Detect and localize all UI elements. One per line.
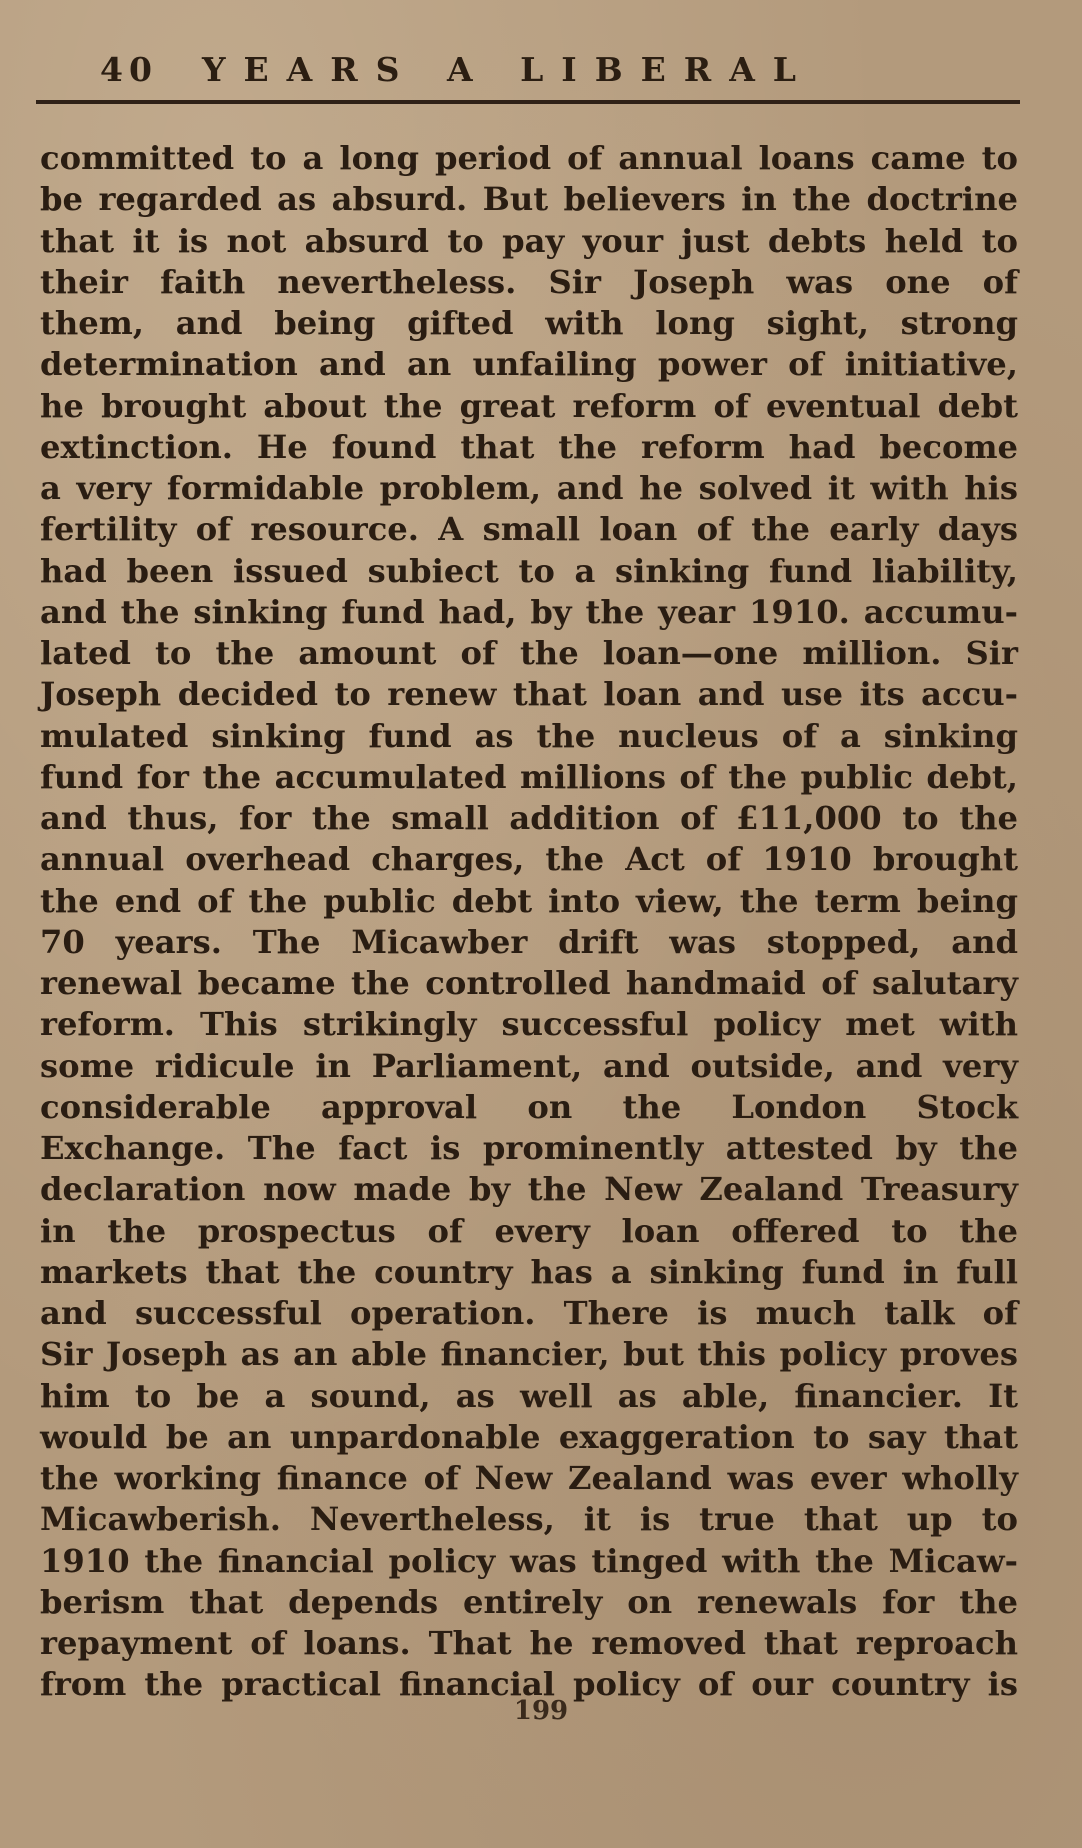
folio-page-number: 199 bbox=[513, 1696, 569, 1726]
text-line: markets that the country has a sinking fund in full bbox=[40, 1252, 1018, 1291]
running-head-title: YEARS A LIBERAL bbox=[201, 49, 815, 89]
text-line: determination and an unfailing power of initiative, bbox=[40, 345, 1018, 384]
text-line: 70 years. The Micawber drift was stopped, and bbox=[40, 922, 1018, 961]
text-line: Joseph decided to renew that loan and use its accu- bbox=[40, 675, 1018, 714]
text-line: Exchange. The fact is prominently attested by the bbox=[40, 1129, 1018, 1167]
text-line: Sir Joseph as an able financier, but this policy proves bbox=[40, 1335, 1018, 1374]
body-paragraph bbox=[40, 138, 1018, 1706]
text-line: the end of the public debt into view, the term being bbox=[40, 881, 1018, 920]
text-line: had been issued subiect to a sinking fund liability, bbox=[40, 551, 1018, 590]
text-line: 1910 the financial policy was tinged with the Micaw- bbox=[40, 1541, 1018, 1580]
text-line: berism that depends entirely on renewals for the bbox=[40, 1582, 1018, 1621]
text-line: would be an unpardonable exaggeration to say that bbox=[40, 1417, 1018, 1456]
text-line: Micawberish. Nevertheless, it is true that up to bbox=[40, 1500, 1018, 1539]
text-line: them, and being gifted with long sight, strong bbox=[40, 304, 1018, 342]
text-line: that it is not absurd to pay your just debts held to bbox=[40, 221, 1018, 260]
text-line: the working finance of New Zealand was ever wholly bbox=[40, 1459, 1018, 1497]
text-line: lated to the amount of the loan—one million. Sir bbox=[40, 634, 1018, 672]
text-line: committed to a long period of annual loans came to bbox=[40, 139, 1018, 177]
running-head-page-number: 40 bbox=[100, 49, 158, 89]
text-line: considerable approval on the London Stock bbox=[40, 1087, 1018, 1126]
text-line: from the practical financial policy of our country is bbox=[40, 1665, 1018, 1704]
text-line: in the prospectus of every loan offered to the bbox=[40, 1211, 1018, 1250]
text-line: their faith nevertheless. Sir Joseph was one of bbox=[40, 262, 1018, 301]
text-line: declaration now made by the New Zealand Treasury bbox=[40, 1170, 1018, 1209]
text-line: annual overhead charges, the Act of 1910 brought bbox=[40, 840, 1018, 879]
running-head bbox=[100, 44, 1000, 94]
text-line: reform. This strikingly successful policy met with bbox=[40, 1005, 1018, 1044]
text-line: fertility of resource. A small loan of the early days bbox=[40, 510, 1018, 549]
text-line: some ridicule in Parliament, and outside, and very bbox=[40, 1046, 1018, 1085]
text-line: renewal became the controlled handmaid of salutary bbox=[40, 964, 1018, 1002]
text-line: he brought about the great reform of eventual debt bbox=[40, 386, 1018, 425]
text-line: fund for the accumulated millions of the public debt, bbox=[40, 757, 1018, 796]
text-line: him to be a sound, as well as able, financier. It bbox=[40, 1376, 1018, 1415]
text-line: be regarded as absurd. But believers in the doctrine bbox=[40, 180, 1018, 219]
header-rule bbox=[36, 100, 1020, 104]
text-line: mulated sinking fund as the nucleus of a sinking bbox=[40, 716, 1018, 755]
text-line: and thus, for the small addition of £11,000 to the bbox=[40, 799, 1018, 837]
text-line: extinction. He found that the reform had become bbox=[40, 427, 1018, 466]
text-line: a very formidable problem, and he solved it with his bbox=[40, 469, 1018, 507]
text-line: and the sinking fund had, by the year 1910. accumu- bbox=[40, 592, 1018, 631]
text-line: repayment of loans. That he removed that reproach bbox=[40, 1624, 1018, 1662]
text-line: and successful operation. There is much talk of bbox=[40, 1294, 1018, 1332]
